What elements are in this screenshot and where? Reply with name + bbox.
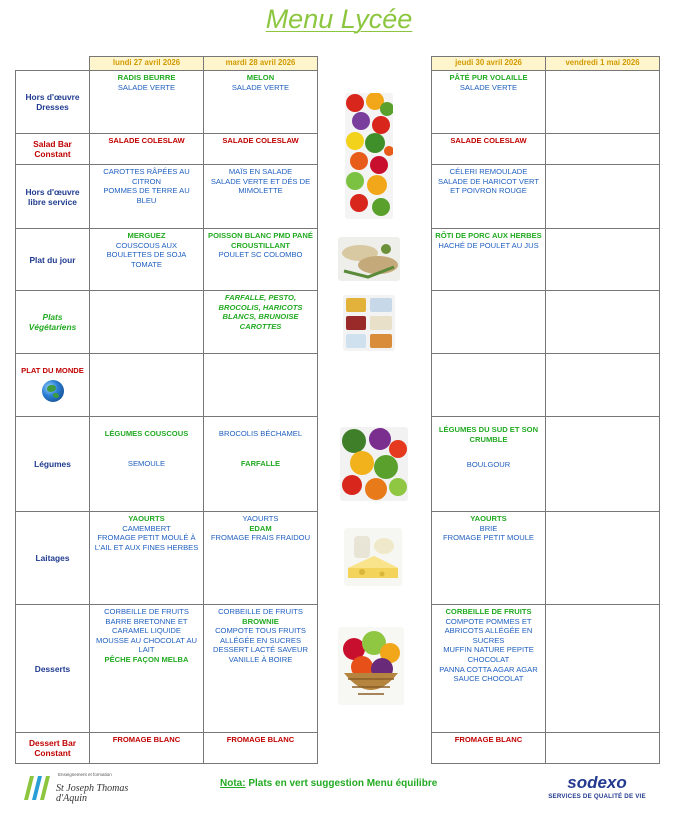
menu-item: DESSERT LACTÉ SAVEUR VANILLE À BOIRE bbox=[213, 645, 308, 664]
category-dessert-bar: Dessert Bar Constant bbox=[16, 733, 90, 764]
school-subtitle: Enseignement et formation bbox=[58, 772, 112, 777]
menu-item: COMPOTE TOUS FRUITS ALLÉGÉE EN SUCRES bbox=[215, 626, 306, 645]
menu-item: MAÏS EN SALADE bbox=[228, 167, 293, 176]
day-header-mon: lundi 27 avril 2026 bbox=[90, 57, 204, 71]
vegetables-image-cell bbox=[318, 71, 432, 229]
category-plat-du-monde-label: PLAT DU MONDE bbox=[21, 366, 84, 375]
menu-item: BROWNIE bbox=[242, 616, 279, 626]
menu-item: YAOURTS bbox=[470, 514, 507, 523]
fruit-basket-image-cell bbox=[318, 605, 432, 733]
menu-item: BARRE BRETONNE ET CARAMEL LIQUIDE bbox=[105, 616, 188, 636]
school-name: St Joseph Thomas d'Aquin bbox=[56, 783, 129, 804]
menu-item: YAOURTS bbox=[128, 514, 165, 523]
day-header-tue: mardi 28 avril 2026 bbox=[204, 57, 318, 71]
menu-item: COUSCOUS AUX BOULETTES DE SOJA TOMATE bbox=[106, 240, 187, 269]
menu-item: BOULGOUR bbox=[466, 460, 511, 470]
menu-item: CAMEMBERT bbox=[122, 523, 171, 533]
vegetables-basket-image-cell bbox=[318, 417, 432, 512]
dish-image-cell bbox=[318, 229, 432, 291]
menu-item: SALADE COLESLAW bbox=[222, 136, 299, 145]
menu-item: SALADE COLESLAW bbox=[450, 136, 527, 145]
menu-item: CORBEILLE DE FRUITS bbox=[218, 607, 303, 616]
menu-item: BRIE bbox=[479, 523, 498, 533]
nota-label: Nota: bbox=[220, 778, 246, 789]
school-logo-mark bbox=[20, 770, 54, 804]
vegetables-image bbox=[345, 93, 393, 219]
menu-item: FROMAGE PETIT MOULE bbox=[443, 533, 534, 543]
menu-item: CAROTTES RÂPÉES AU CITRON bbox=[103, 167, 190, 186]
vegetables-basket-image bbox=[340, 427, 408, 501]
veg-dishes-image-cell bbox=[318, 291, 432, 354]
category-plats-vegetariens: Plats Végétariens bbox=[16, 291, 90, 354]
category-legumes: Légumes bbox=[16, 417, 90, 512]
menu-item: LÉGUMES COUSCOUS bbox=[104, 429, 189, 438]
menu-item: HACHÉ DE POULET AU JUS bbox=[438, 240, 539, 250]
category-hors-libre: Hors d'œuvre libre service bbox=[16, 165, 90, 229]
category-desserts: Desserts bbox=[16, 605, 90, 733]
menu-item: POMMES DE TERRE AU BLEU bbox=[103, 186, 190, 205]
menu-item: EDAM bbox=[249, 523, 272, 533]
day-header-fri: vendredi 1 mai 2026 bbox=[546, 57, 660, 71]
menu-item: CÉLERI REMOULADE bbox=[449, 167, 528, 176]
category-plat-du-monde bbox=[16, 354, 90, 417]
menu-item: SALADE VERTE bbox=[117, 82, 176, 92]
menu-item: POISSON BLANC PMD PANÉ CROUSTILLANT bbox=[208, 231, 313, 250]
menu-item: PÊCHE FAÇON MELBA bbox=[104, 654, 189, 664]
day-header-thu: jeudi 30 avril 2026 bbox=[432, 57, 546, 71]
fruit-basket-image bbox=[338, 627, 404, 705]
menu-item: BROCOLIS BÉCHAMEL bbox=[218, 429, 303, 438]
menu-table bbox=[15, 56, 660, 764]
category-salad-bar: Salad Bar Constant bbox=[16, 134, 90, 165]
sodexo-logo bbox=[532, 774, 662, 804]
menu-item: COMPOTE POMMES ET ABRICOTS ALLÉGÉE EN SUCRES bbox=[444, 616, 533, 645]
category-plat-du-jour: Plat du jour bbox=[16, 229, 90, 291]
menu-item: CORBEILLE DE FRUITS bbox=[445, 607, 532, 616]
cheese-image bbox=[344, 528, 402, 586]
menu-item: SALADE COLESLAW bbox=[108, 136, 185, 145]
nota-text: Plats en vert suggestion Menu équilibre bbox=[248, 778, 438, 789]
menu-item: MOUSSE AU CHOCOLAT AU LAIT bbox=[96, 635, 197, 655]
menu-item: PANNA COTTA AGAR AGAR SAUCE CHOCOLAT bbox=[439, 664, 538, 684]
menu-item: FARFALLE, PESTO, BROCOLIS, HARICOTS BLANCS, BRUNOISE CAROTTES bbox=[218, 293, 303, 331]
menu-item: MUFFIN NATURE PEPITE CHOCOLAT bbox=[443, 645, 534, 664]
menu-item: PÂTÉ PUR VOLAILLE bbox=[449, 73, 528, 82]
menu-item: MELON bbox=[246, 73, 275, 82]
page-title: Menu Lycée bbox=[265, 4, 413, 34]
menu-item: FROMAGE PETIT MOULÉ À L'AIL ET AUX FINES HERBES bbox=[94, 533, 199, 552]
menu-item: FROMAGE BLANC bbox=[112, 735, 181, 744]
menu-item: MERGUEZ bbox=[127, 231, 166, 240]
menu-item: SALADE DE HARICOT VERT ET POIVRON ROUGE bbox=[438, 176, 539, 196]
menu-item: SALADE VERTE ET DÉS DE MIMOLETTE bbox=[210, 176, 311, 196]
menu-item: RADIS BEURRE bbox=[117, 73, 176, 82]
menu-item: FROMAGE BLANC bbox=[226, 735, 295, 744]
menu-item: FROMAGE BLANC bbox=[454, 735, 523, 744]
menu-item: RÔTI DE PORC AUX HERBES bbox=[435, 231, 542, 240]
menu-item: LÉGUMES DU SUD ET SON CRUMBLE bbox=[438, 425, 539, 444]
dish-image bbox=[338, 237, 400, 281]
cheese-image-cell bbox=[318, 512, 432, 605]
menu-item: SEMOULE bbox=[127, 458, 166, 468]
sodexo-tagline: SERVICES DE QUALITÉ DE VIE bbox=[548, 793, 646, 800]
veg-dishes-image bbox=[343, 295, 395, 351]
menu-item: FROMAGE FRAIS FRAIDOU bbox=[210, 533, 311, 543]
sodexo-wordmark: sodexo bbox=[567, 773, 627, 792]
globe-icon bbox=[42, 380, 64, 402]
menu-item: POULET SC COLOMBO bbox=[218, 250, 303, 260]
category-laitages: Laitages bbox=[16, 512, 90, 605]
menu-item: CORBEILLE DE FRUITS bbox=[104, 607, 189, 616]
school-logo bbox=[20, 770, 130, 806]
menu-item: SALADE VERTE bbox=[459, 82, 518, 92]
menu-item: YAOURTS bbox=[242, 514, 279, 523]
nota bbox=[220, 778, 437, 789]
menu-item: FARFALLE bbox=[240, 458, 281, 468]
menu-item: SALADE VERTE bbox=[231, 82, 290, 92]
category-hors-dresses: Hors d'œuvre Dresses bbox=[16, 71, 90, 134]
